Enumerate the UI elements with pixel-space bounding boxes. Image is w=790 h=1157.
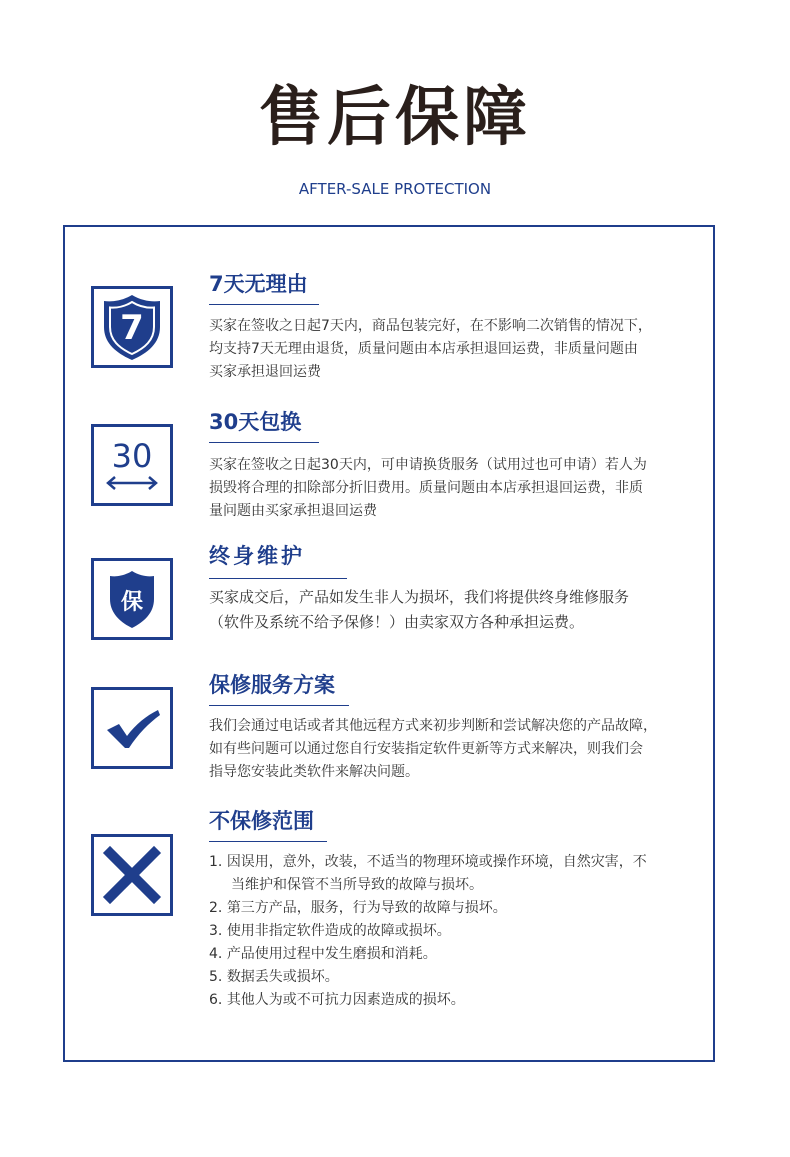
list-num: 4.: [209, 946, 223, 962]
page-subtitle: AFTER-SALE PROTECTION: [298, 180, 492, 198]
body-line: （软件及系统不给予保修！）由卖家双方各种承担运费。: [209, 613, 585, 631]
list-text: 数据丢失或损坏。: [226, 969, 339, 985]
body-line: 买家在签收之日起30天内，可申请换货服务（试用过也可申请）若人为: [209, 457, 647, 473]
cross-icon: [91, 834, 173, 916]
list-item: [209, 943, 699, 966]
page-title: 售后保障: [259, 81, 531, 155]
svg-text:保: 保: [120, 590, 144, 615]
section-rule: [209, 304, 319, 305]
body-line: 我们会通过电话或者其他远程方式来初步判断和尝试解决您的产品故障，: [209, 718, 657, 734]
list-text: 因误用，意外，改装，不适当的物理环境或操作环境，自然灾害，不: [226, 854, 647, 870]
list-item: [209, 897, 699, 920]
body-line: 如有些问题可以通过您自行安装指定软件更新等方式来解决，则我们会: [209, 741, 643, 757]
section-title-7-days: 7天无理由: [209, 272, 308, 296]
list-text: 第三方产品，服务，行为导致的故障与损坏。: [226, 900, 507, 916]
list-num: 2.: [209, 900, 223, 916]
list-text: 产品使用过程中发生磨损和消耗。: [226, 946, 437, 962]
list-num: 1.: [209, 854, 223, 870]
body-line: 量问题由买家承担退回运费: [209, 503, 377, 519]
section-title-service-plan: 保修服务方案: [209, 673, 335, 697]
body-line: 买家承担退回运费: [209, 364, 321, 380]
section-rule: [209, 578, 347, 579]
shield-7-icon: [91, 286, 173, 368]
list-item-continuation: 当维护和保管不当所导致的故障与损坏。: [231, 877, 483, 893]
list-text: 其他人为或不可抗力因素造成的损坏。: [226, 992, 465, 1008]
body-line: 买家成交后，产品如发生非人为损坏，我们将提供终身维修服务: [209, 588, 630, 606]
list-num: 3.: [209, 923, 223, 939]
body-line: 均支持7天无理由退货，质量问题由本店承担退回运费，非质量问题由: [209, 341, 638, 357]
section-body-service-plan: [209, 715, 699, 784]
body-line: 损毁将合理的扣除部分折旧费用。质量问题由本店承担退回运费，非质: [209, 480, 643, 496]
section-body-7-days: [209, 315, 699, 384]
section-rule: [209, 442, 319, 443]
list-text: 使用非指定软件造成的故障或损坏。: [226, 923, 451, 939]
svg-text:7: 7: [120, 308, 144, 348]
section-title-lifetime: 终身维护: [209, 544, 305, 568]
svg-text:30: 30: [111, 437, 153, 475]
list-item: [209, 966, 699, 989]
list-item: [209, 989, 699, 1012]
section-rule: [209, 705, 349, 706]
body-line: 买家在签收之日起7天内，商品包装完好，在不影响二次销售的情况下，: [209, 318, 652, 334]
section-title-not-covered: 不保修范围: [209, 809, 314, 833]
body-line: 指导您安装此类软件来解决问题。: [209, 764, 419, 780]
list-item: [209, 920, 699, 943]
list-num: 5.: [209, 969, 223, 985]
thirty-days-arrow-icon: [91, 424, 173, 506]
section-rule: [209, 841, 327, 842]
checkmark-icon: [91, 687, 173, 769]
section-title-30-days: 30天包换: [209, 410, 302, 434]
section-body-lifetime: [209, 585, 699, 635]
list-item: [209, 851, 699, 874]
section-body-30-days: [209, 454, 699, 523]
shield-bao-icon: [91, 558, 173, 640]
section-body-not-covered: [209, 851, 699, 1012]
list-num: 6.: [209, 992, 223, 1008]
